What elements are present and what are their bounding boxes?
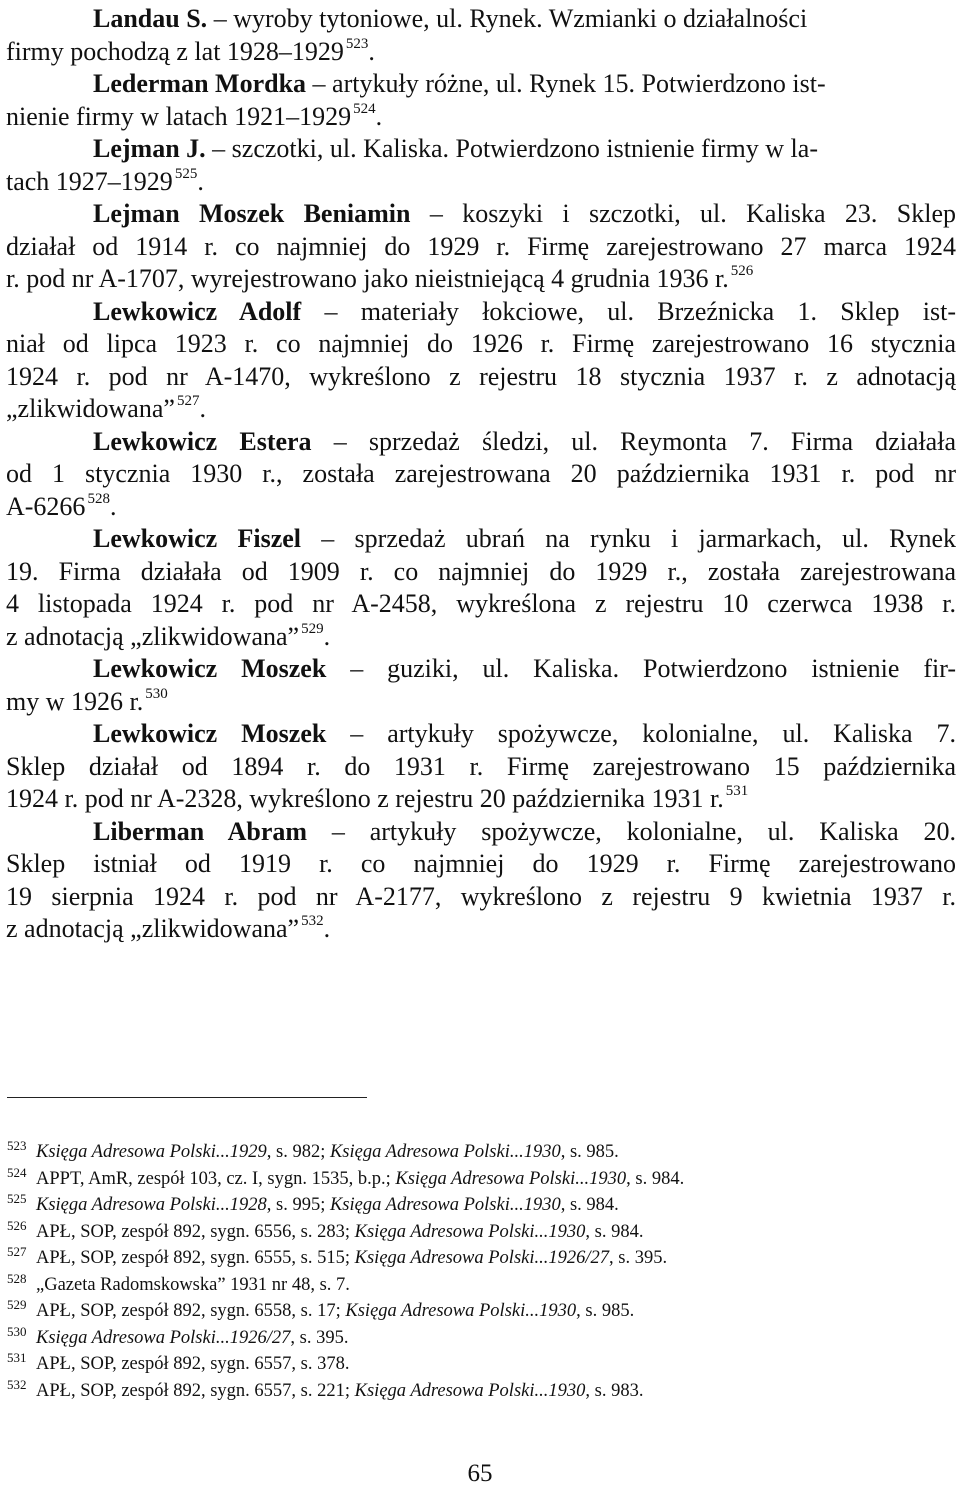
footnote-text: , s. 395. — [609, 1248, 668, 1268]
text-segment: – koszyki i szczotki, ul. Kaliska 23. Sklep — [410, 199, 956, 228]
text-line — [6, 231, 956, 264]
source-title: Księga Adresowa Polski...1930 — [354, 1221, 586, 1242]
source-title: Księga Adresowa Polski...1930 — [329, 1142, 561, 1162]
entry-name: Lewkowicz Fiszel — [93, 524, 301, 553]
footnote-text: , s. 995; — [266, 1195, 330, 1215]
source-title: Księga Adresowa Polski...1930 — [345, 1301, 577, 1321]
source-title: Księga Adresowa Polski...1928 — [36, 1195, 267, 1215]
entry-first-line — [6, 198, 956, 231]
text-segment: nienie firmy w latach 1921–1929 — [6, 101, 352, 131]
entry-name: Lewkowicz Moszek — [93, 654, 327, 683]
entry-first-line — [6, 653, 956, 686]
text-segment: działał od 1914 r. co najmniej do 1929 r. Firmę zarejestrowano 27 marca 1924 — [6, 231, 956, 261]
text-segment: tach 1927–1929 — [6, 166, 173, 196]
footnotes — [7, 1139, 952, 1404]
text-segment: 19. Firma działała od 1909 r. co najmniej do 1929 r., została zarejestrowana — [6, 556, 956, 586]
text-segment: Sklep istniał od 1919 r. co najmniej do 1929 r. Firmę zarejestrowano — [6, 849, 956, 878]
text-segment: . — [368, 36, 375, 66]
footnote: 524 APPT, AmR, zespół 103, cz. I, sygn. 1535, b.p.; Księga Adresowa Polski...1930, s. 984. — [7, 1164, 685, 1189]
text-line — [6, 166, 956, 199]
text-segment: A-6266 — [6, 491, 86, 521]
entry-first-line — [6, 718, 956, 751]
entry-first-line — [6, 816, 956, 849]
source-title: Księga Adresowa Polski...1926/27 — [36, 1327, 291, 1348]
text-line — [6, 621, 956, 654]
footnote-ref: 525 — [174, 165, 198, 182]
entry-first-line — [6, 133, 956, 166]
text-line — [6, 328, 956, 361]
entry-name: Liberman Abram — [93, 816, 308, 846]
main-text — [6, 3, 956, 946]
text-line — [6, 491, 956, 524]
entry-name: Lewkowicz Moszek — [93, 719, 327, 748]
text-segment: r. pod nr A-1707, wyrejestrowano jako nieistniejącą 4 grudnia 1936 r. — [6, 264, 729, 293]
text-line — [6, 686, 956, 719]
text-segment: – wyroby tytoniowe, ul. Rynek. Wzmianki o działalności — [207, 4, 808, 33]
text-segment: z adnotacją „zlikwidowana” — [6, 621, 300, 651]
footnote: 530 Księga Adresowa Polski...1926/27, s. 395. — [7, 1323, 349, 1348]
footnote-ref: 530 — [145, 685, 168, 702]
footnote-text: , s. 984. — [560, 1195, 619, 1215]
footnote: 529 APŁ, SOP, zespół 892, sygn. 6558, s. 17; Księga Adresowa Polski...1930, s. 985. — [7, 1297, 635, 1321]
footnote-ref: 527 — [176, 393, 200, 409]
text-line — [6, 263, 956, 296]
text-segment: z adnotacją „zlikwidowana” — [6, 914, 300, 943]
footnote-text: , s. 984. — [626, 1168, 685, 1189]
text-segment: 4 listopada 1924 r. pod nr A-2458, wykreślona z rejestru 10 czerwca 1938 r. — [6, 589, 956, 618]
footnote: 532 APŁ, SOP, zespół 892, sygn. 6557, s. 221; Księga Adresowa Polski...1930, s. 983. — [7, 1376, 644, 1401]
source-title: Księga Adresowa Polski...1930 — [354, 1380, 586, 1401]
footnote-text: APŁ, SOP, zespół 892, sygn. 6557, s. 221; — [36, 1380, 355, 1401]
footnote-text: APPT, AmR, zespół 103, cz. I, sygn. 1535, b.p.; — [36, 1168, 396, 1189]
footnote-ref: 528 — [87, 490, 110, 507]
text-segment: 19 sierpnia 1924 r. pod nr A-2177, wykreślono z rejestru 9 kwietnia 1937 r. — [6, 881, 956, 911]
text-segment: – sprzedaż ubrań na rynku i jarmarkach, ul. Rynek — [301, 524, 956, 553]
entry-first-line — [6, 68, 956, 101]
text-line — [6, 588, 956, 621]
text-segment: – artykuły spożywcze, kolonialne, ul. Kaliska 20. — [307, 816, 956, 846]
footnote-text: APŁ, SOP, zespół 892, sygn. 6556, s. 283; — [36, 1221, 355, 1242]
text-segment: my w 1926 r. — [6, 686, 144, 716]
entry-name: Lewkowicz Adolf — [93, 296, 302, 326]
entry-name: Lejman Moszek Beniamin — [93, 199, 411, 228]
footnote-ref: 526 — [730, 263, 754, 279]
text-line — [6, 848, 956, 881]
entry-name: Landau S. — [93, 4, 208, 33]
page-number: 65 — [467, 1460, 493, 1487]
footnote-ref: 531 — [725, 783, 749, 799]
text-segment: 1924 r. pod nr A-2328, wykreślono z rejestru 20 października 1931 r. — [6, 784, 724, 813]
footnote: 523 Księga Adresowa Polski...1929, s. 982; Księga Adresowa Polski...1930, s. 985. — [7, 1138, 619, 1162]
source-title: Księga Adresowa Polski...1926/27 — [354, 1248, 610, 1268]
text-segment: „zlikwidowana” — [6, 394, 175, 423]
entry-first-line — [6, 296, 956, 329]
text-line — [6, 101, 956, 134]
text-line — [6, 913, 956, 946]
entry-first-line — [6, 426, 956, 459]
text-line — [6, 361, 956, 394]
text-segment: niał od lipca 1923 r. co najmniej do 1926 r. Firmę zarejestrowano 16 stycznia — [6, 329, 956, 358]
footnote-text: APŁ, SOP, zespół 892, sygn. 6558, s. 17; — [36, 1301, 346, 1321]
footnote-ref: 524 — [353, 100, 376, 117]
entry-name: Lederman Mordka — [93, 69, 307, 98]
footnote: 531 APŁ, SOP, zespół 892, sygn. 6557, s. 378. — [7, 1350, 350, 1374]
text-line — [6, 881, 956, 914]
text-line — [6, 36, 956, 69]
text-segment: – artykuły różne, ul. Rynek 15. Potwierdzono ist- — [306, 69, 826, 98]
source-title: Księga Adresowa Polski...1929 — [36, 1142, 267, 1162]
text-line — [6, 751, 956, 784]
footnote: 527 APŁ, SOP, zespół 892, sygn. 6555, s. 515; Księga Adresowa Polski...1926/27, s. 395. — [7, 1244, 668, 1268]
text-segment: . — [199, 394, 206, 423]
text-segment: . — [323, 914, 331, 943]
text-segment: . — [375, 101, 383, 131]
entry-name: Lejman J. — [93, 134, 206, 163]
footnote: 528 „Gazeta Radomskowska” 1931 nr 48, s. 7. — [7, 1270, 350, 1295]
footnote-text: , s. 395. — [290, 1327, 349, 1348]
entry-name: Lewkowicz Estera — [93, 426, 312, 456]
footnote-ref: 523 — [345, 35, 369, 52]
entry-first-line — [6, 3, 956, 36]
source-title: Księga Adresowa Polski...1930 — [395, 1168, 627, 1189]
footnote-text: APŁ, SOP, zespół 892, sygn. 6557, s. 378. — [36, 1354, 350, 1374]
text-segment: od 1 stycznia 1930 r., została zarejestrowana 20 października 1931 r. pod nr — [6, 459, 956, 488]
text-segment: . — [323, 621, 331, 651]
footnote-text: , s. 985. — [576, 1301, 635, 1321]
footnote-text: „Gazeta Radomskowska” 1931 nr 48, s. 7. — [36, 1274, 350, 1295]
footnote: 525 Księga Adresowa Polski...1928, s. 995; Księga Adresowa Polski...1930, s. 984. — [7, 1191, 619, 1215]
footnote: 526 APŁ, SOP, zespół 892, sygn. 6556, s. 283; Księga Adresowa Polski...1930, s. 984. — [7, 1217, 644, 1242]
text-line — [6, 393, 956, 426]
footnote-text: , s. 984. — [585, 1221, 644, 1242]
text-segment: – materiały łokciowe, ul. Brzeźnicka 1. Sklep ist- — [301, 296, 956, 326]
source-title: Księga Adresowa Polski...1930 — [329, 1195, 561, 1215]
text-segment: . — [197, 166, 204, 196]
text-segment: firmy pochodzą z lat 1928–1929 — [6, 36, 344, 66]
footnote-text: APŁ, SOP, zespół 892, sygn. 6555, s. 515; — [36, 1248, 355, 1268]
text-segment: Sklep działał od 1894 r. do 1931 r. Firmę zarejestrowano 15 października — [6, 751, 956, 781]
text-segment: . — [109, 491, 117, 521]
footnote-ref: 529 — [301, 620, 324, 637]
text-line — [6, 556, 956, 589]
footnote-ref: 532 — [301, 913, 324, 929]
text-segment: – guziki, ul. Kaliska. Potwierdzono istnienie fir- — [326, 654, 956, 683]
entry-first-line — [6, 523, 956, 556]
text-segment: – sprzedaż śledzi, ul. Reymonta 7. Firma działała — [311, 426, 956, 456]
text-segment: – artykuły spożywcze, kolonialne, ul. Kaliska 7. — [326, 719, 956, 748]
text-line — [6, 783, 956, 816]
text-segment: 1924 r. pod nr A-1470, wykreślono z rejestru 18 stycznia 1937 r. z adnotacją — [6, 361, 956, 391]
footnote-text: , s. 983. — [585, 1380, 644, 1401]
footnote-text: , s. 985. — [560, 1142, 619, 1162]
text-line — [6, 458, 956, 491]
footnote-text: , s. 982; — [266, 1142, 330, 1162]
text-segment: – szczotki, ul. Kaliska. Potwierdzono istnienie firmy w la- — [205, 134, 818, 163]
footnote-separator — [7, 1097, 367, 1098]
